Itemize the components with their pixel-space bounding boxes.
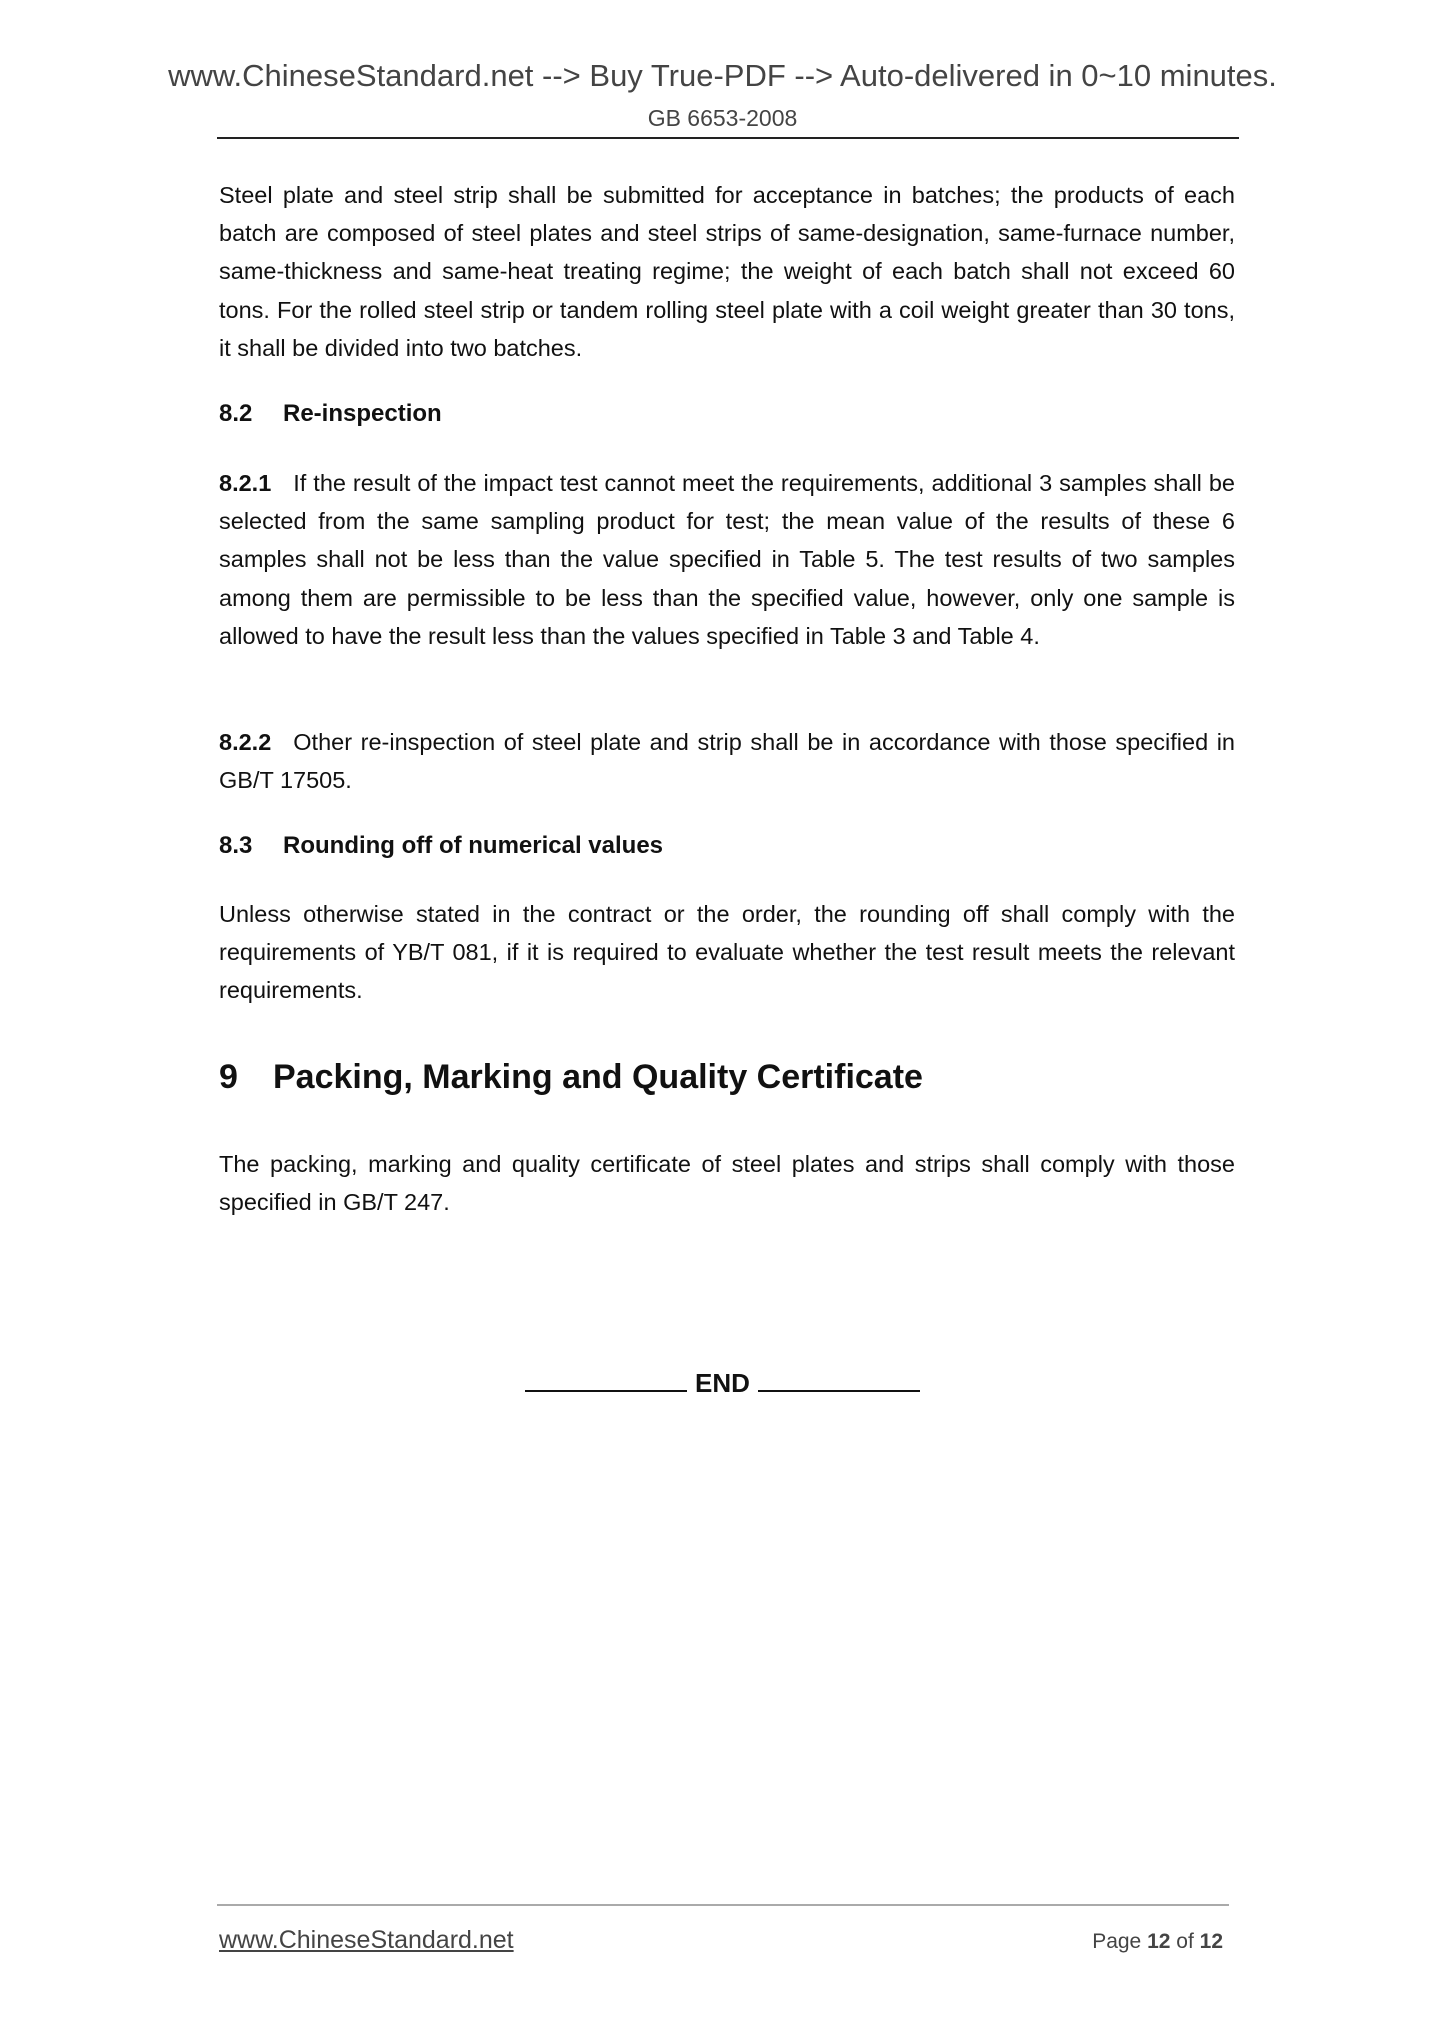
clause-number: 8.2.2 [219,729,272,755]
clause-text: If the result of the impact test cannot meet the requirements, additional 3 samples shall be selected from the same sampling product for test; the mean value of the results of these 6 samples shall not be less than the value specified in Table 5. The test results of two samples among them are permissible to be less than the specified value, however, only one sample is allowed to have the result less than the values specified in Table 3 and Table 4. [219,470,1235,649]
clause-number: 8.2.1 [219,470,272,496]
clause-8-2-2 [219,723,1235,799]
header-banner: www.ChineseStandard.net --> Buy True-PDF --> Auto-delivered in 0~10 minutes. [168,58,1277,93]
chapter-number: 9 [219,1058,238,1096]
chapter-title: Packing, Marking and Quality Certificate [273,1058,923,1096]
header-divider [217,137,1239,139]
packing-paragraph: The packing, marking and quality certificate of steel plates and strips shall comply with those specified in GB/T 247. [219,1151,1235,1216]
section-heading-8-3 [219,832,663,860]
rounding-paragraph: Unless otherwise stated in the contract or the order, the rounding off shall comply with the requirements of YB/T 081, if it is required to evaluate whether the test result meets the relevant requirements. [219,901,1235,1004]
end-rule-right [758,1364,920,1392]
footer-divider [217,1904,1229,1906]
page-total: 12 [1199,1930,1223,1953]
section-title: Rounding off of numerical values [283,832,664,859]
section-number: 8.3 [219,832,253,859]
page-current: 12 [1147,1930,1171,1953]
end-rule-left [525,1364,687,1392]
page-label: Page [1092,1930,1142,1953]
clause-text: Other re-inspection of steel plate and strip shall be in accordance with those specified in GB/T 17505. [219,729,1235,794]
of-label: of [1176,1930,1194,1953]
section-number: 8.2 [219,400,253,427]
chapter-heading-9 [219,1058,923,1097]
page-number [1092,1930,1223,1954]
intro-paragraph: Steel plate and steel strip shall be submitted for acceptance in batches; the products of each batch are composed of steel plates and steel strips of same-designation, same-furnace number, same-thickness and same-heat treating regime; the weight of each batch shall not exceed 60 tons. For the rolled steel strip or tandem rolling steel plate with a coil weight greater than 30 tons, it shall be divided into two batches. [219,182,1235,361]
end-marker [0,1364,1445,1399]
section-heading-8-2 [219,400,442,428]
document-id: GB 6653-2008 [647,105,798,131]
footer-website-link[interactable]: www.ChineseStandard.net [219,1926,514,1954]
clause-8-2-1 [219,464,1235,655]
section-title: Re-inspection [283,400,442,427]
end-label: END [695,1368,750,1398]
